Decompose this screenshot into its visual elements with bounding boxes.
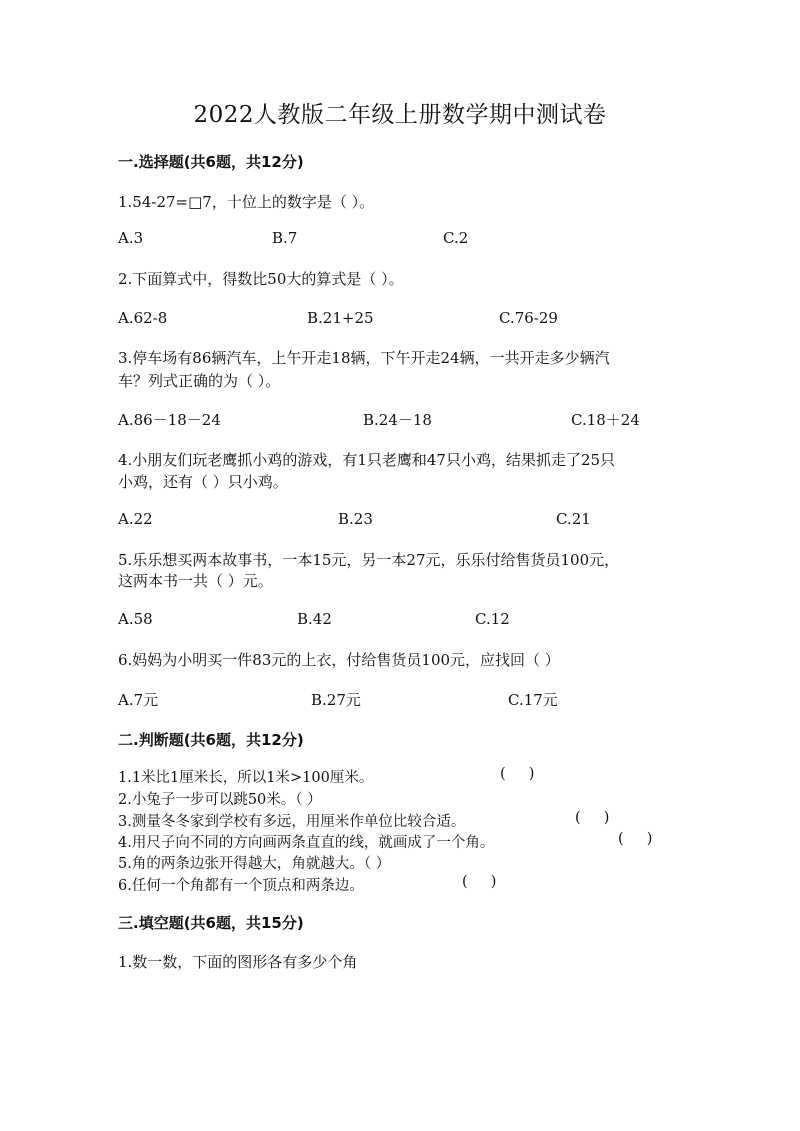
judge-item: 4.用尺子向不同的方向画两条直直的线，就画成了一个角。 [118, 835, 495, 851]
question-text-continued: 小鸡，还有（ ）只小鸡。 [118, 473, 288, 491]
option-b: B.21+25 [307, 309, 374, 327]
option-c: C.17元 [508, 691, 558, 709]
option-a: A.62-8 [118, 309, 168, 327]
answer-parentheses: ( ) [500, 766, 535, 782]
question-text: 6.妈妈为小明买一件83元的上衣，付给售货员100元，应找回（ ） [118, 651, 560, 669]
question-text: 1.54-27=□7，十位上的数字是（ ）。 [118, 193, 375, 211]
option-c: C.2 [443, 229, 469, 247]
answer-parentheses: ( ) [575, 810, 610, 826]
option-b: B.7 [272, 229, 298, 247]
option-b: B.23 [338, 510, 373, 528]
option-c: C.21 [556, 510, 591, 528]
page-title: 2022人教版二年级上册数学期中测试卷 [193, 102, 607, 128]
option-c: C.76-29 [499, 309, 558, 327]
judge-item: 2.小兔子一步可以跳50米。（ ） [118, 792, 322, 808]
option-a: A.7元 [118, 691, 159, 709]
option-a: A.22 [118, 510, 153, 528]
option-b: B.27元 [311, 691, 361, 709]
answer-parentheses: ( ) [462, 874, 497, 890]
question-text: 2.下面算式中，得数比50大的算式是（ ）。 [118, 270, 404, 288]
section-heading-judge: 二.判断题(共6题，共12分) [118, 731, 304, 749]
option-b: B.24－18 [363, 411, 432, 429]
answer-parentheses: ( ) [618, 831, 653, 847]
option-a: A.58 [118, 610, 153, 628]
judge-item: 5.角的两条边张开得越大，角就越大。（ ） [118, 856, 391, 872]
option-c: C.18＋24 [571, 411, 640, 429]
question-text: 4.小朋友们玩老鹰抓小鸡的游戏，有1只老鹰和47只小鸡，结果抓走了25只 [118, 451, 616, 469]
option-a: A.86－18－24 [118, 411, 221, 429]
option-c: C.12 [475, 610, 510, 628]
question-text: 1.数一数，下面的图形各有多少个角 [118, 953, 358, 971]
judge-item: 1.1米比1厘米长，所以1米>100厘米。 [118, 770, 374, 786]
question-text: 3.停车场有86辆汽车，上午开走18辆，下午开走24辆，一共开走多少辆汽 [118, 349, 610, 367]
option-a: A.3 [118, 229, 144, 247]
question-text-continued: 车？列式正确的为（ ）。 [118, 372, 281, 390]
section-heading-choice: 一.选择题(共6题，共12分) [118, 153, 304, 171]
question-text: 5.乐乐想买两本故事书，一本15元，另一本27元，乐乐付给售货员100元， [118, 551, 620, 569]
judge-item: 6.任何一个角都有一个顶点和两条边。 [118, 878, 364, 894]
question-text-continued: 这两本书一共（ ）元。 [118, 572, 273, 590]
option-b: B.42 [297, 610, 332, 628]
judge-item: 3.测量冬冬家到学校有多远，用厘米作单位比较合适。 [118, 814, 466, 830]
section-heading-fill: 三.填空题(共6题，共15分) [118, 914, 304, 932]
